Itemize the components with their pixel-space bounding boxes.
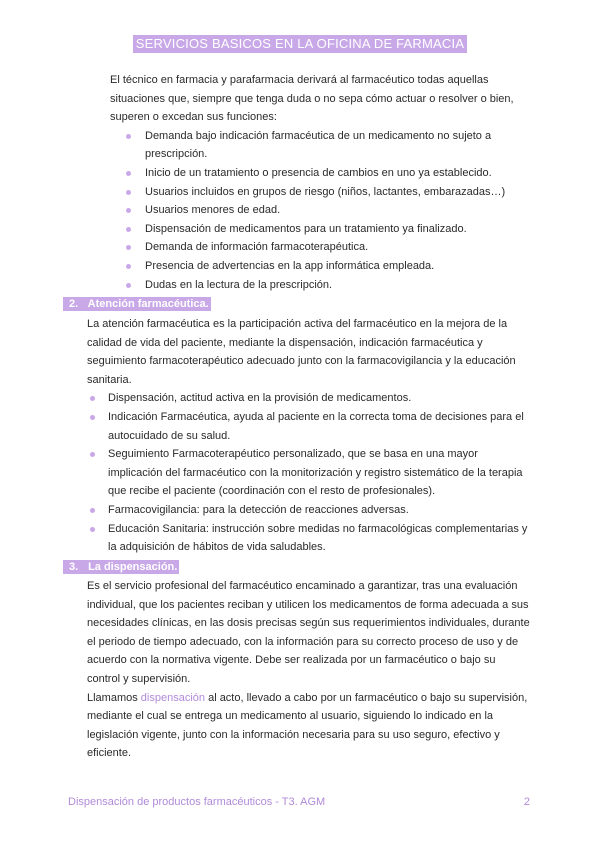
list-item: Demanda de información farmacoterapéutica. (110, 238, 530, 257)
bullet-icon (126, 190, 131, 195)
list-item: Dispensación de medicamentos para un tratamiento ya finalizado. (110, 220, 530, 239)
bullet-icon (126, 227, 131, 232)
section-2-paragraph: La atención farmacéutica es la participación activa del farmacéutico en la mejora de la calidad de vida del paciente, mediante la dispensación, indicación farmacéutica y seguimiento farmacoterapéutico adecuado junto con la farmacovigilancia y la educación sanitaria. (87, 318, 516, 386)
bullet-icon (90, 527, 95, 532)
bullet-icon (90, 508, 95, 513)
list-item: Inicio de un tratamiento o presencia de cambios en uno ya establecido. (110, 164, 530, 183)
defined-term: dispensación (140, 691, 206, 704)
section-2-list (87, 389, 530, 556)
bullet-icon (126, 134, 131, 139)
list-item: Seguimiento Farmacoterapéutico personalizado, que se basa en una mayor implicación del farmacéutico con la monitorización y registro sistemático de la terapia que recibe el paciente (coordinación con el resto de profesionales). (87, 445, 530, 501)
bullet-icon (126, 245, 131, 250)
list-item: Indicación Farmacéutica, ayuda al paciente en la correcta toma de decisiones para el autocuidado de su salud. (87, 408, 530, 445)
list-item: Presencia de advertencias en la app informática empleada. (110, 257, 530, 276)
intro-list (110, 127, 530, 294)
section-2-highlight: 2. Atención farmacéutica. (63, 297, 211, 311)
list-item: Usuarios incluidos en grupos de riesgo (niños, lactantes, embarazadas…) (110, 183, 530, 202)
page-title: SERVICIOS BASICOS EN LA OFICINA DE FARMACIA (133, 35, 467, 53)
bullet-icon (90, 452, 95, 457)
list-item: Dispensación, actitud activa en la provisión de medicamentos. (87, 389, 530, 408)
list-item: Dudas en la lectura de la prescripción. (110, 276, 530, 295)
bullet-icon (126, 283, 131, 288)
list-item: Educación Sanitaria: instrucción sobre medidas no farmacológicas complementarias y la adquisición de hábitos de vida saludables. (87, 520, 530, 557)
list-item: Usuarios menores de edad. (110, 201, 530, 220)
bullet-icon (90, 396, 95, 401)
section-3-heading (63, 560, 179, 575)
section-3-highlight: 3. La dispensación. (63, 560, 179, 574)
section-2-heading (63, 297, 211, 312)
bullet-icon (126, 264, 131, 269)
title-wrap (0, 35, 600, 53)
page-footer (68, 796, 530, 808)
bullet-icon (90, 415, 95, 420)
section-3-body (87, 577, 530, 763)
list-item: Farmacovigilancia: para la detección de reacciones adversas. (87, 501, 530, 520)
section-3-paragraph: Es el servicio profesional del farmacéutico encaminado a garantizar, tras una evaluación individual, que los pacientes reciban y utilicen los medicamentos de forma adecuada a sus necesidades clínicas, en las dosis precisas según sus requerimientos individuales, durante el periodo de tiempo adecuado, con la información para su correcto proceso de uso y de acuerdo con la normativa vigente. Debe ser realizada por un farmacéutico o bajo su control y supervisión. (87, 580, 530, 685)
intro-block (110, 71, 530, 294)
footer-text: Dispensación de productos farmacéuticos - T3. AGM (68, 796, 326, 808)
list-item: Demanda bajo indicación farmacéutica de un medicamento no sujeto a prescripción. (110, 127, 530, 164)
intro-paragraph: El técnico en farmacia y parafarmacia derivará al farmacéutico todas aquellas situaciones que, siempre que tenga duda o no sepa cómo actuar o resolver o bien, superen o excedan sus funciones: (110, 74, 514, 124)
page-number: 2 (523, 796, 530, 808)
bullet-icon (126, 171, 131, 176)
bullet-icon (126, 208, 131, 213)
definition-paragraph: Llamamos dispensación al acto, llevado a cabo por un farmacéutico o bajo su supervisión, mediante el cual se entrega un medicamento al usuario, siguiendo lo indicado en la legislación vigente, junto con la información necesaria para su uso seguro, efectivo y eficiente. (87, 691, 528, 760)
section-2-body (87, 315, 530, 557)
